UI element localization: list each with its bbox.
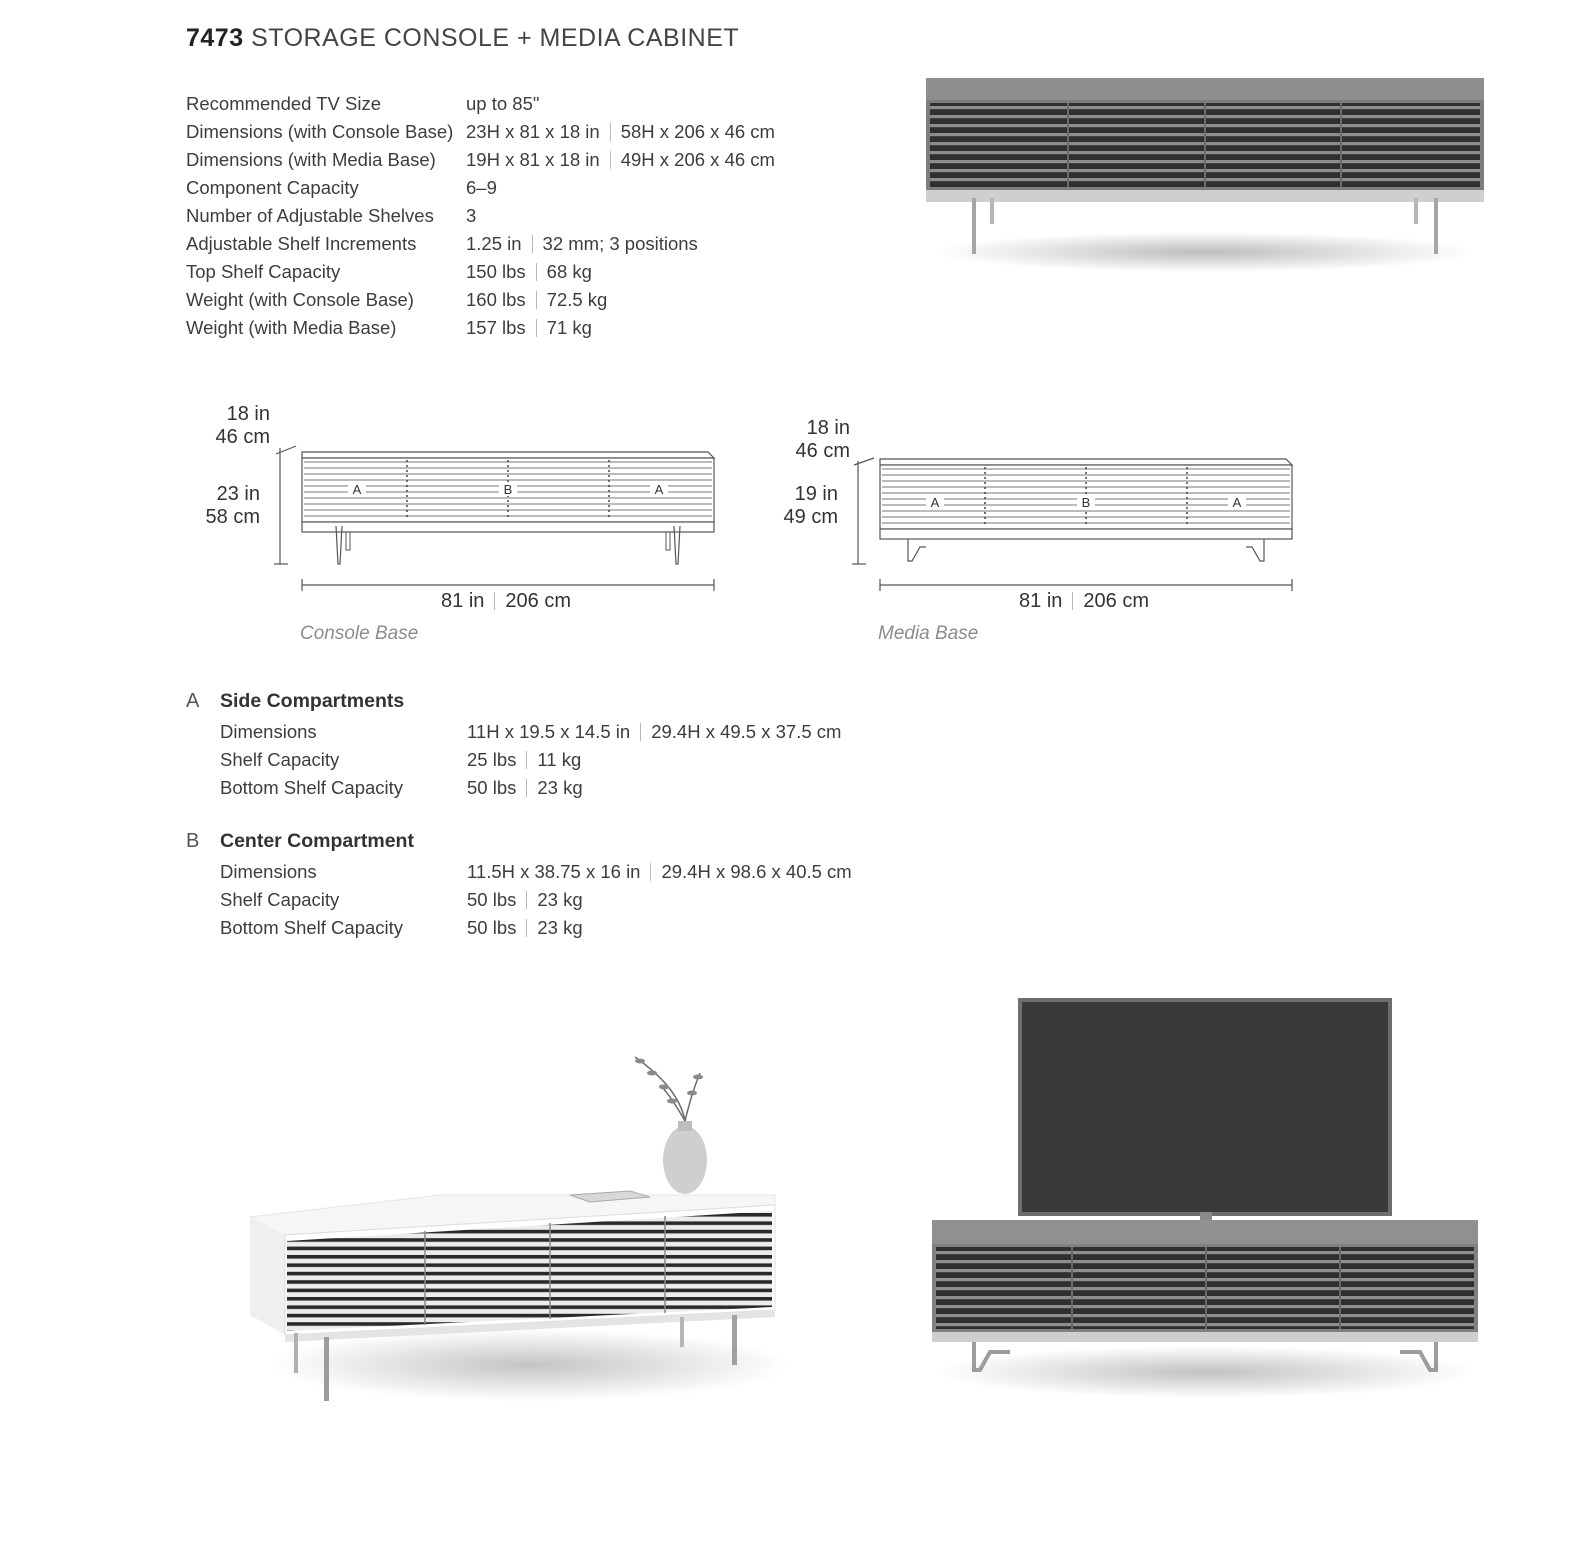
- spec-label: Adjustable Shelf Increments: [186, 233, 417, 254]
- console-depth-cm: 46 cm: [215, 426, 270, 448]
- value-separator: [526, 779, 527, 797]
- media-marker-b: [1077, 495, 1095, 510]
- compartment-label: Bottom Shelf Capacity: [220, 917, 404, 938]
- svg-text:B: B: [1081, 495, 1091, 510]
- spec-value-part: 49H x 206 x 46 cm: [620, 149, 775, 170]
- compartment-title: Center Compartment: [220, 830, 414, 852]
- spec-value: [466, 146, 775, 174]
- media-marker-a-right: [1228, 495, 1246, 510]
- spec-label: Dimensions (with Media Base): [186, 149, 436, 170]
- spec-label: Dimensions (with Console Base): [186, 121, 454, 142]
- compartment-b-icon: B: [186, 830, 200, 852]
- value-separator: [526, 919, 527, 937]
- spec-value: [466, 230, 698, 258]
- spec-value-part: 160 lbs: [466, 289, 526, 310]
- spec-value: [466, 118, 775, 146]
- compartment-label: Dimensions: [220, 721, 317, 742]
- compartment-value-part: 23 kg: [537, 917, 583, 938]
- compartment-value: [467, 746, 581, 774]
- spec-value-part: 19H x 81 x 18 in: [466, 149, 600, 170]
- console-width-cm: 206 cm: [505, 590, 571, 612]
- value-separator: [526, 891, 527, 909]
- compartment-value-part: 25 lbs: [467, 749, 517, 770]
- spec-value-part: 58H x 206 x 46 cm: [620, 121, 775, 142]
- spec-value: [466, 314, 592, 342]
- compartment-label: Dimensions: [220, 861, 317, 882]
- media-base-diagram: [846, 453, 1306, 600]
- console-depth-in: 18 in: [226, 403, 270, 425]
- page-title: [186, 24, 739, 53]
- compartment-a-icon: A: [186, 690, 200, 712]
- media-height-in: 19 in: [794, 483, 838, 505]
- svg-text:B: B: [503, 482, 513, 497]
- spec-value-part: 71 kg: [546, 317, 592, 338]
- console-caption: Console Base: [300, 623, 419, 644]
- value-separator: [640, 723, 641, 741]
- media-width-label: [878, 590, 1290, 613]
- compartment-value-part: 11 kg: [537, 749, 582, 770]
- spec-value: [466, 174, 497, 202]
- product-name: STORAGE CONSOLE + MEDIA CABINET: [251, 24, 740, 52]
- media-caption: Media Base: [878, 623, 979, 644]
- console-front-photo: [900, 70, 1500, 290]
- compartment-value-part: 29.4H x 49.5 x 37.5 cm: [651, 721, 842, 742]
- spec-value: [466, 90, 539, 118]
- marker-a-right: [650, 482, 668, 497]
- compartment-value-part: 29.4H x 98.6 x 40.5 cm: [661, 861, 852, 882]
- spec-value: [466, 202, 476, 230]
- spec-label: Weight (with Media Base): [186, 317, 397, 338]
- tv-console-photo: [920, 990, 1500, 1410]
- media-width-cm: 206 cm: [1083, 590, 1149, 612]
- spec-label: Component Capacity: [186, 177, 359, 198]
- spec-value-part: 6–9: [466, 177, 497, 198]
- console-angled-photo: [240, 1045, 800, 1435]
- spec-value-part: 1.25 in: [466, 233, 522, 254]
- value-separator: [532, 235, 533, 253]
- compartment-value-part: 50 lbs: [467, 777, 517, 798]
- svg-text:A: A: [930, 495, 940, 510]
- compartment-value-part: 11.5H x 38.75 x 16 in: [467, 861, 641, 882]
- value-separator: [610, 151, 611, 169]
- media-depth-label: [780, 417, 850, 463]
- value-separator: [526, 751, 527, 769]
- compartment-value-part: 23 kg: [537, 777, 583, 798]
- spec-label: Number of Adjustable Shelves: [186, 205, 434, 226]
- compartment-value: [467, 718, 841, 746]
- console-depth-label: [200, 403, 270, 449]
- compartment-heading: [186, 690, 404, 713]
- svg-text:A: A: [352, 482, 362, 497]
- compartment-heading: [186, 830, 414, 853]
- marker-a-left: [348, 482, 366, 497]
- model-number: 7473: [186, 24, 244, 52]
- marker-b: [499, 482, 517, 497]
- spec-value-part: 32 mm; 3 positions: [542, 233, 698, 254]
- console-height-in: 23 in: [216, 483, 260, 505]
- console-height-cm: 58 cm: [205, 506, 260, 528]
- compartment-value-part: 23 kg: [537, 889, 583, 910]
- media-marker-a-left: [926, 495, 944, 510]
- spec-value-part: up to 85": [466, 93, 540, 114]
- compartment-value: [467, 774, 583, 802]
- spec-label: Top Shelf Capacity: [186, 261, 341, 282]
- spec-value: [466, 286, 607, 314]
- console-base-diagram: [268, 440, 728, 600]
- compartment-value-part: 50 lbs: [467, 917, 517, 938]
- compartment-value: [467, 858, 852, 886]
- spec-value-part: 68 kg: [546, 261, 592, 282]
- spec-label: Weight (with Console Base): [186, 289, 414, 310]
- spec-value-part: 23H x 81 x 18 in: [466, 121, 600, 142]
- compartment-value-part: 50 lbs: [467, 889, 517, 910]
- value-separator: [536, 319, 537, 337]
- spec-value: [466, 258, 592, 286]
- spec-label: Recommended TV Size: [186, 93, 382, 114]
- compartment-title: Side Compartments: [220, 690, 405, 712]
- media-depth-cm: 46 cm: [795, 440, 850, 462]
- compartment-label: Bottom Shelf Capacity: [220, 777, 404, 798]
- compartment-value: [467, 886, 583, 914]
- svg-text:A: A: [1232, 495, 1242, 510]
- media-depth-in: 18 in: [806, 417, 850, 439]
- value-separator: [536, 291, 537, 309]
- spec-value-part: 72.5 kg: [546, 289, 608, 310]
- value-separator: [610, 123, 611, 141]
- svg-text:A: A: [654, 482, 664, 497]
- media-width-in: 81 in: [1019, 590, 1063, 612]
- media-height-cm: 49 cm: [783, 506, 838, 528]
- spec-value-part: 3: [466, 205, 477, 226]
- compartment-value: [467, 914, 583, 942]
- console-width-in: 81 in: [441, 590, 485, 612]
- spec-value-part: 157 lbs: [466, 317, 526, 338]
- spec-value-part: 150 lbs: [466, 261, 526, 282]
- console-width-label: [300, 590, 712, 613]
- media-height-label: [768, 483, 838, 529]
- value-separator: [536, 263, 537, 281]
- console-height-label: [190, 483, 260, 529]
- compartment-value-part: 11H x 19.5 x 14.5 in: [467, 721, 631, 742]
- value-separator: [650, 863, 651, 881]
- compartment-label: Shelf Capacity: [220, 889, 340, 910]
- compartment-label: Shelf Capacity: [220, 749, 340, 770]
